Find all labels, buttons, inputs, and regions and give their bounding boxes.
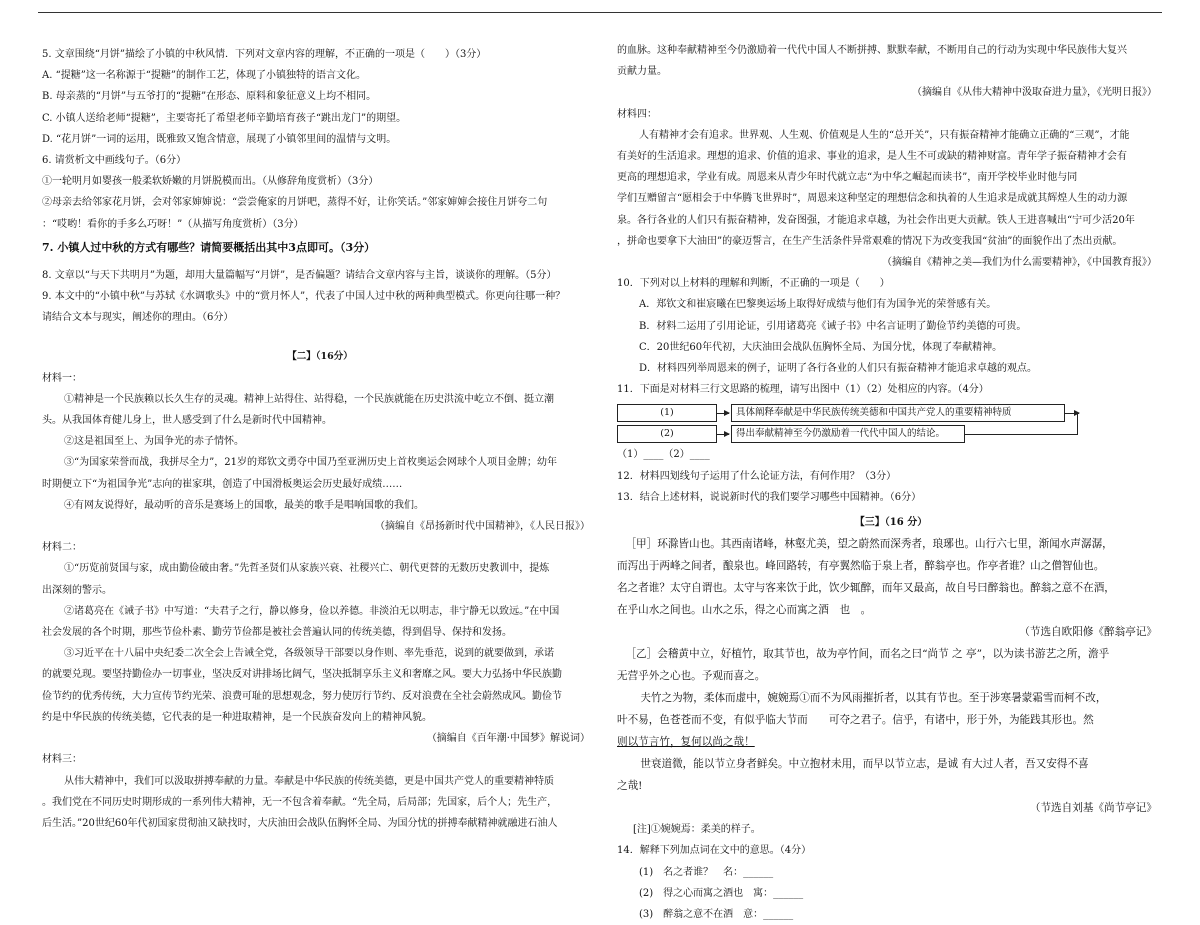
material-4-para-1-cont-4: 泉。各行各业的人们只有振奋精神，发奋图强，才能追求卓越，为社会作出更大贡献。铁人王进喜喊出“宁可少活20年 bbox=[617, 214, 1135, 226]
q10-option-d: D．材料四列举周恩来的例子，证明了各行各业的人们只有振奋精神才能追求卓越的观点。 bbox=[639, 363, 1038, 375]
flow-text-1: 具体阐释奉献是中华民族传统美德和中国共产党人的重要精神特质 bbox=[731, 404, 1065, 422]
material-1-source: （摘编自《昂扬新时代中国精神》，《人民日报》） bbox=[375, 521, 590, 533]
section-3-heading: 【三】（16 分） bbox=[854, 517, 928, 529]
material-2-title: 材料二： bbox=[42, 542, 82, 554]
q5-option-c: C. 小镇人送给老师“提糖”，主要寄托了希望老师辛勤培育孩子“跳出龙门”的期望。 bbox=[42, 112, 407, 124]
material-3-para-1-cont-4: 贡献力量。 bbox=[617, 66, 667, 78]
q11-flowchart bbox=[617, 402, 1165, 444]
question-11: 11．下面是对材料三行文思路的梳理，请写出图中（1）（2）处相应的内容。（4分） bbox=[617, 384, 989, 396]
material-1-para-2: ②这是祖国至上、为国争光的赤子情怀。 bbox=[64, 436, 244, 448]
flow-arrow-1 bbox=[717, 413, 729, 414]
material-4-para-1-cont-1: 有美好的生活追求。理想的追求、价值的追求、事业的追求，是人生不可或缺的精神财富。青年学子振奋精神才会有 bbox=[617, 151, 1127, 163]
material-2-para-1: ①“历览前贤国与家，成由勤俭破由奢。”先哲圣贤们从家族兴衰、社稷兴亡、朝代更替的无数历史教训中，提炼 bbox=[64, 563, 550, 575]
question-10: 10．下列对以上材料的理解和判断，不正确的一项是（ ） bbox=[617, 278, 890, 290]
material-4-source: （摘编自《精神之美—我们为什么需要精神》，《中国教育报》） bbox=[882, 257, 1157, 269]
material-4-para-1-cont-5: ，拼命也要拿下大油田”的豪迈誓言，在生产生活条件异常艰难的情况下为改变我国“贫油”的面貌作出了杰出贡献。 bbox=[617, 235, 1123, 247]
yi-line-5: 则以节言竹，复何以尚之哉！ bbox=[617, 736, 755, 749]
material-1-para-3-cont: 时期便立下“为祖国争光”志向的崔家琪，创造了中国滑板奥运会历史最好成绩…… bbox=[42, 478, 403, 490]
material-1-para-3: ③“为国家荣誉而战，我拼尽全力”，21岁的郑钦文勇夺中国乃至亚洲历史上首枚奥运会网球个人项目金牌；幼年 bbox=[64, 457, 557, 469]
material-3-source: （摘编自《从伟大精神中汲取奋进力量》，《光明日报》） bbox=[912, 87, 1157, 99]
q14-item-3: (3) 醉翁之意不在酒 意：______ bbox=[639, 909, 794, 921]
left-column bbox=[42, 44, 598, 834]
question-9-cont: 请结合文本与现实，阐述你的理由。（6分） bbox=[42, 312, 234, 324]
annotation-note: [注]①婉婉焉：柔美的样子。 bbox=[633, 824, 761, 836]
section-2-heading: 【二】（16分） bbox=[287, 351, 353, 363]
material-2-para-3-cont-1: 的就要兑现。要坚持勤俭办一切事业，坚决反对讲排场比阔气，坚决抵制享乐主义和奢靡之风。要大力弘扬中华民族勤 bbox=[42, 669, 562, 681]
q10-option-c: C．20世纪60年代初，大庆油田会战队伍胸怀全局、为国分忧，体现了奉献精神。 bbox=[639, 341, 1003, 353]
q10-option-a: A．郑钦文和崔宸曦在巴黎奥运场上取得好成绩与他们有为国争光的荣誉感有关。 bbox=[639, 299, 997, 311]
material-1-para-1: ①精神是一个民族赖以长久生存的灵魂。精神上站得住、站得稳，一个民族就能在历史洪流中屹立不倒、挺立潮 bbox=[64, 393, 554, 405]
q6-item-2-cont: ：“哎哟！看你的手多么巧呀！”（从描写角度赏析）（3分） bbox=[42, 218, 304, 230]
material-2-para-3-cont-3: 约是中华民族的传统美德，它代表的是一种进取精神，是一个民族奋发向上的精神风貌。 bbox=[42, 711, 432, 723]
yi-line-1: ［乙］会稽黄中立，好植竹，取其节也，故为亭竹间，而名之曰“尚节 之 亭”，以为读书游艺之所，澹乎 bbox=[625, 648, 1110, 661]
q6-item-1: ①一轮明月如婴孩一般柔软娇嫩的月饼脱模而出。（从修辞角度赏析）（3分） bbox=[42, 176, 379, 188]
classical-text bbox=[617, 533, 1165, 819]
yi-line-4: 叶不易，色苍苍而不变，有似乎临大节而 可夺之君子。信乎，有诸中，形于外，为能践其形也。然 bbox=[617, 714, 1094, 727]
jia-line-3: 名之者谁？太守自谓也。太守与客来饮于此，饮少辄醉，而年又最高，故自号曰醉翁也。醉翁之意不在酒， bbox=[617, 582, 1115, 595]
flow-connector-vertical bbox=[1077, 413, 1078, 435]
material-2-para-2: ②诸葛亮在《诫子书》中写道：“夫君子之行，静以修身，俭以养德。非淡泊无以明志，非宁静无以致远。”在中国 bbox=[64, 605, 560, 617]
question-5: 5. 文章围绕“月饼”描绘了小镇的中秋风情．下列对文章内容的理解，不正确的一项是（ ）（3分） bbox=[42, 49, 487, 60]
q5-option-d: D. “花月饼”一词的运用，既雅致又饱含情意，展现了小镇邻里间的温情与文明。 bbox=[42, 133, 397, 145]
material-3-para-1-cont-2: 后生活。”20世纪60年代初国家贯彻油又缺找时，大庆油田会战队伍胸怀全局、为国分忧的拼搏奉献精神就融进石油人 bbox=[42, 817, 558, 829]
material-1-para-1-cont: 头。从我国体育健儿身上，世人感受到了什么是新时代中国精神。 bbox=[42, 415, 332, 427]
flow-text-2: 得出奉献精神至今仍激励着一代代中国人的结论。 bbox=[731, 425, 965, 443]
q6-item-2: ②母亲去给邻家花月饼，会对邻家婶婶说：“尝尝俺家的月饼吧，蒸得不好，让你笑话。”邻家婶婶会接住月饼夸二句 bbox=[42, 197, 548, 209]
q5-option-a: A. “提糖”这一名称源于“提糖”的制作工艺，体现了小镇独特的语言文化。 bbox=[42, 70, 367, 82]
jia-source: （节选自欧阳修《醉翁亭记》 bbox=[1019, 626, 1157, 639]
material-4-para-1: 人有精神才会有追求。世界观、人生观、价值观是人生的“总开关”，只有振奋精神才能确立正确的“三观”，才能 bbox=[639, 129, 1130, 141]
jia-line-2: 而泻出于两峰之间者，酿泉也。峰回路转，有亭翼然临于泉上者，醉翁亭也。作亭者谁？山之僧智仙也。 bbox=[617, 560, 1105, 573]
material-4-para-1-cont-3: 学们互赠留言“愿相会于中华腾飞世界时”，周恩来这种坚定的理想信念和执着的人生追求是成就其辉煌人生的动力源 bbox=[617, 193, 1128, 205]
material-4-title: 材料四： bbox=[617, 108, 657, 120]
material-3-para-1-cont-1: 。我们党在不同历史时期形成的一系列伟大精神，无一不包含着奉献。“先全局，后局部；先国家，后个人；先生产， bbox=[42, 796, 558, 808]
material-2-para-3: ③习近平在十八届中央纪委二次全会上告诫全党，各级领导干部要以身作则、率先垂范，说到的就要做到，承诺 bbox=[64, 648, 554, 660]
q14-item-2: (2) 得之心而寓之酒也 寓：______ bbox=[639, 887, 804, 899]
question-12: 12．材料四划线句子运用了什么论证方法，有何作用？（3分） bbox=[617, 470, 897, 482]
question-6: 6. 请赏析文中画线句子。（6分） bbox=[42, 155, 187, 167]
flow-connector bbox=[965, 434, 1077, 435]
material-2-para-3-cont-2: 俭节约的优秀传统，大力宣传节约光荣、浪费可耻的思想观念，努力使厉行节约、反对浪费在全社会蔚然成风。勤俭节 bbox=[42, 690, 562, 702]
material-1-title: 材料一： bbox=[42, 372, 82, 384]
yi-source: （节选自刘基《尚节亭记》 bbox=[1029, 802, 1157, 815]
material-3-title: 材料三： bbox=[42, 754, 82, 766]
yi-line-7: 之哉! bbox=[617, 780, 643, 793]
question-14: 14．解释下列加点词在文中的意思。（4分） bbox=[617, 845, 812, 857]
flow-box-1: (1) bbox=[617, 404, 717, 422]
top-rule bbox=[38, 12, 1162, 13]
question-9: 9. 本文中的“小镇中秋”与苏轼《水调歌头》中的“赏月怀人”，代表了中国人过中秋的两种典型模式。你更向往哪一种？ bbox=[42, 291, 566, 303]
q5-option-b: B. 母亲蒸的“月饼”与五爷打的“提糖”在形态、原料和象征意义上均不相同。 bbox=[42, 91, 377, 103]
material-1-para-4: ④有网友说得好，最动听的音乐是赛场上的国歌，最美的歌手是唱响国歌的我们。 bbox=[64, 499, 424, 511]
material-4-para-1-cont-2: 更高的理想追求，学业有成。周恩来从青少年时代就立志“为中华之崛起而读书”，南开学校毕业时他与同 bbox=[617, 172, 1078, 184]
q11-answer-blanks: （1）____（2）____ bbox=[617, 449, 710, 461]
jia-line-1: ［甲］环滁皆山也。其西南诸峰，林壑尤美，望之蔚然而深秀者，琅琊也。山行六七里，渐闻水声潺潺， bbox=[625, 538, 1113, 551]
flow-arrow-2 bbox=[717, 434, 729, 435]
material-3-para-1: 从伟大精神中，我们可以汲取拼搏奉献的力量。奉献是中华民族的传统美德，更是中国共产党人的重要精神特质 bbox=[64, 775, 554, 787]
flow-box-2: (2) bbox=[617, 425, 717, 443]
question-8: 8. 文章以“与天下共明月”为题，却用大量篇幅写“月饼”，是否偏题？请结合文章内容与主旨，谈谈你的理解。（5分） bbox=[42, 269, 557, 281]
material-2-para-2-cont: 社会发展的各个时期，那些节俭朴素、勤劳节俭都是被社会普遍认同的传统美德，得到倡导、保持和发扬。 bbox=[42, 627, 512, 639]
jia-line-4: 在乎山水之间也。山水之乐，得之心而寓之酒 也 。 bbox=[617, 604, 872, 617]
material-2-para-1-cont: 出深刻的警示。 bbox=[42, 584, 112, 596]
question-13: 13．结合上述材料，说说新时代的我们要学习哪些中国精神。（6分） bbox=[617, 491, 922, 503]
yi-line-2: 无营乎外之心也。予观而喜之。 bbox=[617, 670, 766, 683]
q14-item-1: (1) 名之者谁？ 名：______ bbox=[639, 866, 774, 878]
yi-line-6: 世衰道微，能以节立身者鲜矣。中立抱材未用，而早以节立志，是诚 有大过人者，吾又安得不喜 bbox=[640, 758, 1089, 771]
material-2-source: （摘编自《百年潮·中国梦》解说词） bbox=[426, 733, 590, 745]
right-column bbox=[617, 40, 1165, 925]
yi-line-3: 夫竹之为物，柔体而虚中，婉婉焉①而不为风雨摧折者，以其有节也。至于涉寒暑蒙霜雪而柯不改， bbox=[640, 692, 1107, 705]
q10-option-b: B．材料二运用了引用论证，引用诸葛亮《诫子书》中名言证明了勤俭节约美德的可贵。 bbox=[639, 320, 1027, 332]
material-3-para-1-cont-3: 的血脉。这种奉献精神至今仍激励着一代代中国人不断拼搏、默默奉献，不断用自己的行动为实现中华民族伟大复兴 bbox=[617, 45, 1127, 56]
question-7: 7. 小镇人过中秋的方式有哪些？请简要概括出其中3点即可。（3分） bbox=[42, 240, 376, 254]
